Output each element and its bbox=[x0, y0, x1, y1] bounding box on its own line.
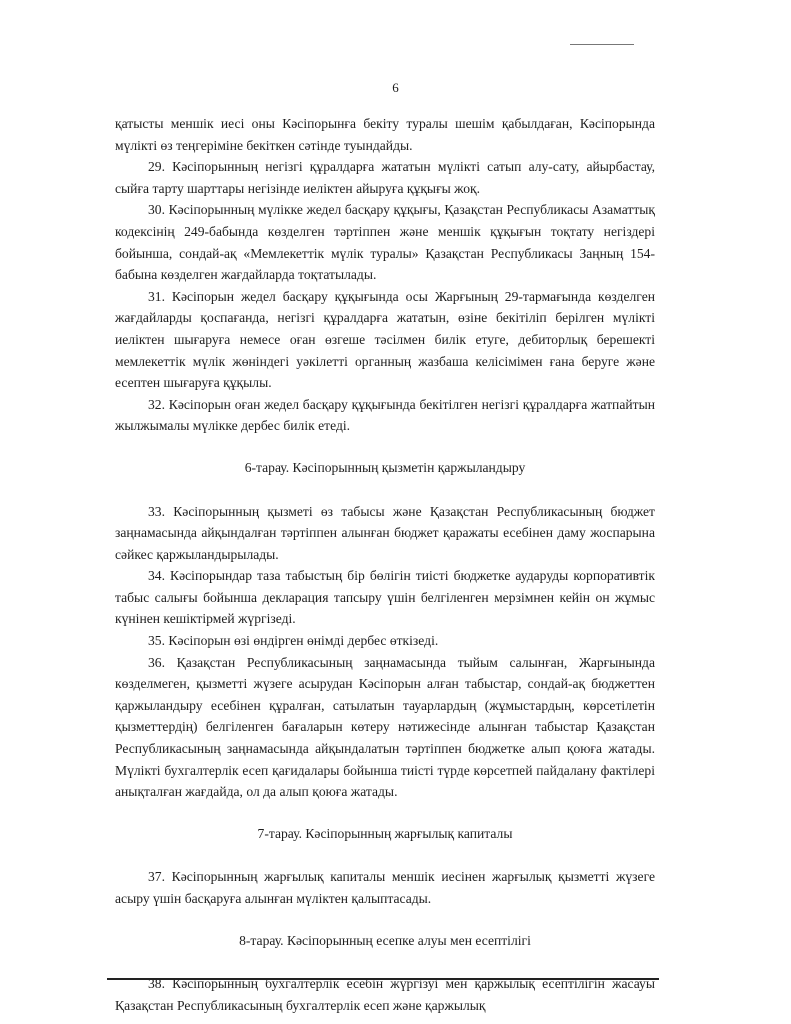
paragraph-34: 34. Кәсіпорындар таза табыстың бір бөлігін тиісті бюджетке аударуды корпоративтік табыс салығы бойынша декларация тапсыру үшін белгіленген мерзімнен кейін он жұмыс күнінен кешіктірмей жүргізеді. bbox=[115, 568, 655, 627]
top-rule bbox=[570, 44, 634, 45]
paragraph-33: 33. Кәсіпорынның қызметі өз табысы және Қазақстан Республикасының бюджет заңнамасында айқындалған тәртіппен алынған бюджет қаражаты есебінен даму жоспарына сәйкес қаржыландырылады. bbox=[115, 503, 655, 562]
paragraph-35: 35. Кәсіпорын өзі өндірген өнімді дербес өткізеді. bbox=[148, 633, 439, 649]
document-body bbox=[115, 113, 655, 1016]
paragraph-37: 37. Кәсіпорынның жарғылық капиталы меншік иесінен жарғылық қызметті жүзеге асыру үшін басқаруға алынған мүліктен қалыптасады. bbox=[115, 869, 655, 906]
paragraph-31: 31. Кәсіпорын жедел басқару құқығында осы Жарғының 29-тармағында көзделген жағдайларды қоспағанда, негізгі құралдарға жататын, өзіне бекітіліп берілген мүлікті иеліктен шығаруға немесе оған өзгеше тәсілмен билік етуге, дебиторлық берешекті мемлекеттік мүлік жөніндегі уәкілетті органның жазбаша келісімімен ғана беруге және есептен шығаруға құқылы. bbox=[115, 288, 655, 391]
paragraph-30: 30. Кәсіпорынның мүлікке жедел басқару құқығы, Қазақстан Республикасы Азаматтық кодексінің 249-бабында көзделген тәртіппен және меншік құқығын тоқтату негіздері бойынша, сондай-ақ «Мемлекеттік мүлік туралы» Қазақстан Республикасы Заңның 154-бабына көзделген жағдайларда тоқтатылады. bbox=[115, 202, 655, 283]
paragraph-32: 32. Кәсіпорын оған жедел басқару құқығында бекітілген негізгі құралдарға жатпайтын жылжымалы мүлікке дербес билік етеді. bbox=[115, 396, 655, 434]
chapter-6-heading: 6-тарау. Кәсіпорынның қызметін қаржыландыру bbox=[244, 459, 526, 475]
paragraph-36: 36. Қазақстан Республикасының заңнамасында тыйым салынған, Жарғынында көзделмеген, қызметті жүзеге асырудан Кәсіпорын алған табыстар, сондай-ақ бюджеттен қаржыландыру есебінен құралған, сатылатын тауарлардың (жұмыстардың, көрсетілетін қызметтердің) белгіленген бағаларын көтеру нәтижесінде алынған табыстар Қазақстан Республикасының заңнамасында айқындалатын тәртіппен бюджетке алып қоюға жатады. Мүлікті бухгалтерлік есеп қағидалары бойынша тиісті түрде көрсетпей пайдалану фактілері анықталған жағдайда, ол да алып қоюға жатады. bbox=[115, 654, 655, 800]
paragraph-29: 29. Кәсіпорынның негізгі құралдарға жататын мүлікті сатып алу-сату, айырбастау, сыйға тарту шарттары негізінде иеліктен айыруға құқығы жоқ. bbox=[115, 159, 655, 196]
paragraph-38: 38. Кәсіпорынның бухгалтерлік есебін жүргізуі мен қаржылық есептілігін жасауы Қазақстан Республикасының бухгалтерлік есеп және қаржылық bbox=[115, 976, 655, 1013]
paragraph-continuation: қатысты меншік иесі оны Кәсіпорынға бекіту туралы шешім қабылдаған, Кәсіпорында мүлікті өз теңгеріміне бекіткен сәтінде туындайды. bbox=[115, 116, 655, 153]
chapter-7-heading: 7-тарау. Кәсіпорынның жарғылық капиталы bbox=[257, 825, 513, 841]
page-number: 6 bbox=[392, 80, 399, 95]
chapter-8-heading: 8-тарау. Кәсіпорынның есепке алуы мен есептілігі bbox=[239, 932, 531, 948]
bottom-rule bbox=[107, 978, 659, 980]
